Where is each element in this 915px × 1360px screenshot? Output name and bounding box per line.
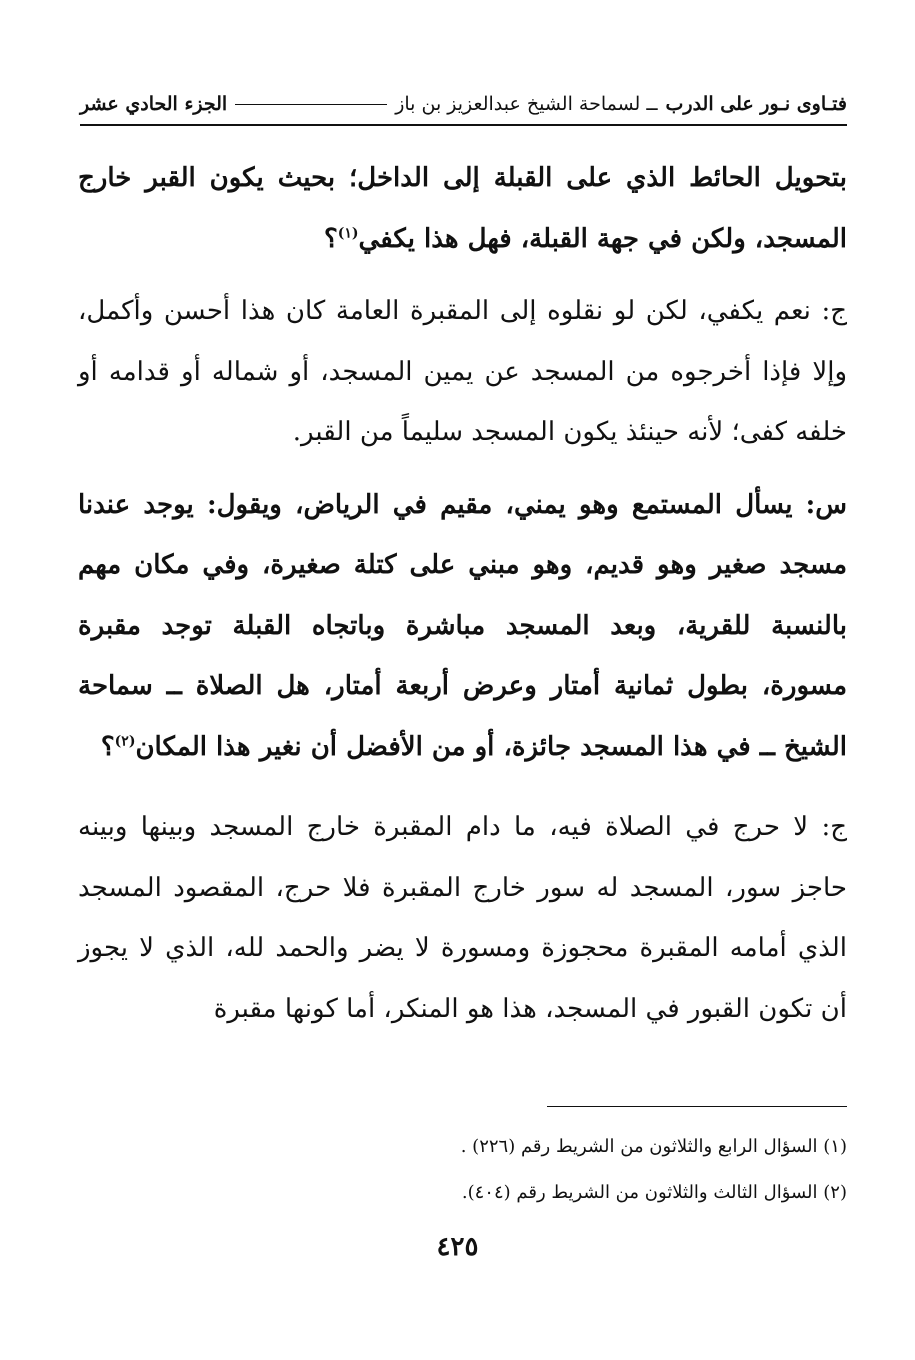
page-body bbox=[78, 148, 847, 1039]
answer-paragraph: ج: لا حرج في الصلاة فيه، ما دام المقبرة خارج المسجد وبينها وبينه حاجز سور، المسجد له سور خارج المقبرة فلا حرج، المقصود المسجد الذي أمامه المقبرة محجوزة ومسورة لا يضر والحمد لله، الذي لا يجوز أن تكون القبور في المسجد، هذا هو المنكر، أما كونها مقبرة bbox=[78, 812, 847, 1024]
header-divider bbox=[80, 124, 847, 126]
footnote-ref: (١) bbox=[337, 224, 359, 241]
footnotes bbox=[200, 1124, 847, 1216]
page-number: ٤٢٥ bbox=[436, 1232, 479, 1262]
running-header bbox=[80, 86, 847, 122]
question-paragraph: بتحويل الحائط الذي على القبلة إلى الداخل؛ بحيث يكون القبر خارج المسجد، ولكن في جهة القبلة، فهل هذا يكفي$^{(١)}$؟ bbox=[78, 163, 847, 254]
part-label: الجزء الحادي عشر bbox=[80, 93, 228, 115]
answer-paragraph: ج: نعم يكفي، لكن لو نقلوه إلى المقبرة العامة كان هذا أحسن وأكمل، وإلا فإذا أخرجوه من المسجد عن يمين المسجد، أو شماله أو قدامه أو خلفه كفى؛ لأنه حينئذ يكون المسجد سليماً من القبر. bbox=[78, 296, 847, 447]
footnote-divider bbox=[547, 1106, 847, 1107]
book-title: فتـاوى نـور على الدرب bbox=[665, 93, 847, 115]
author-name: ــ لسماحة الشيخ عبدالعزيز بن باز bbox=[395, 93, 658, 115]
header-title-group bbox=[395, 93, 847, 115]
header-dash-rule bbox=[235, 104, 387, 105]
question-paragraph: س: يسأل المستمع وهو يمني، مقيم في الرياض، ويقول: يوجد عندنا مسجد صغير وهو قديم، وهو مبني على كتلة صغيرة، وفي مكان مهم بالنسبة للقرية، وبعد المسجد مباشرة وباتجاه القبلة توجد مقبرة مسورة، بطول ثمانية أمتار وعرض أربعة أمتار، هل الصلاة ــ سماحة الشيخ ــ في هذا المسجد جائزة، أو من الأفضل أن نغير هذا المكان$^{(٢)}$؟ bbox=[78, 489, 847, 762]
footnote-ref: (٢) bbox=[114, 732, 136, 749]
footnote-item: (٢) السؤال الثالث والثلاثون من الشريط رقم (٤٠٤). bbox=[461, 1182, 847, 1203]
footnote-item: (١) السؤال الرابع والثلاثون من الشريط رقم (٢٢٦) . bbox=[460, 1136, 847, 1157]
